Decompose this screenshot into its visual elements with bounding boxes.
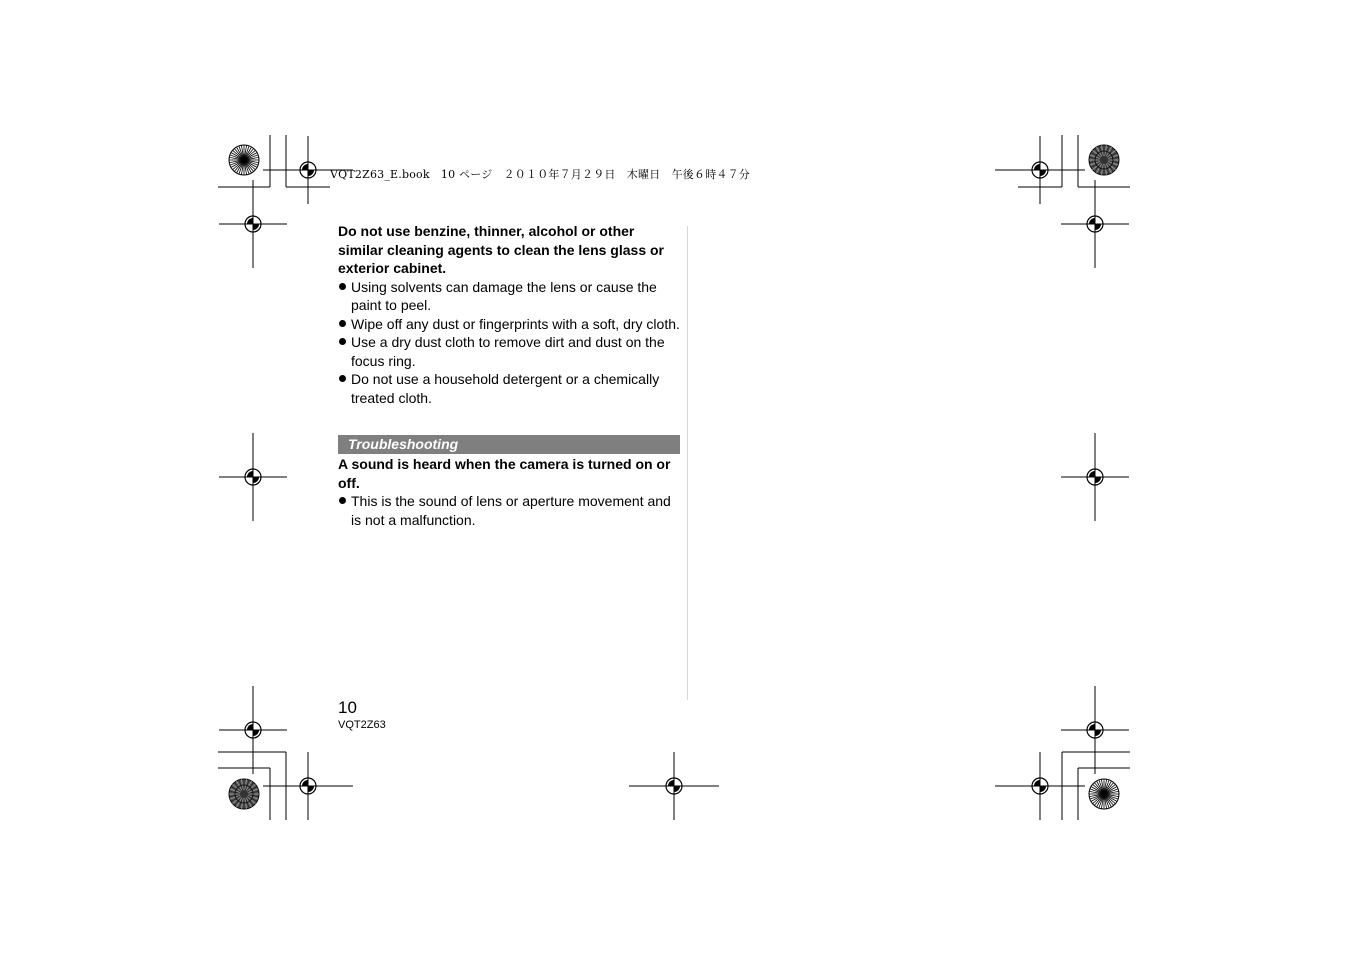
care-heading: Do not use benzine, thinner, alcohol or other similar cleaning agents to clean the lens glass or exterior cabinet. bbox=[338, 223, 664, 276]
registration-mark bbox=[263, 752, 353, 820]
main-column bbox=[338, 222, 680, 529]
registration-mark bbox=[1061, 180, 1129, 268]
troubleshooting-bullet: This is the sound of lens or aperture movement and is not a malfunction. bbox=[338, 492, 680, 529]
book-header-line: VQT2Z63_E.book 10 ページ ２０１０年７月２９日 木曜日 午後６時４７分 bbox=[330, 168, 750, 181]
registration-mark bbox=[219, 180, 287, 268]
document-code: VQT2Z63 bbox=[338, 719, 386, 731]
care-bullet: Using solvents can damage the lens or cause the paint to peel. bbox=[338, 278, 680, 315]
column-divider bbox=[687, 226, 688, 700]
care-bullet: Wipe off any dust or fingerprints with a soft, dry cloth. bbox=[338, 315, 680, 334]
color-target-mark bbox=[229, 779, 259, 809]
troubleshooting-bullet-list bbox=[338, 492, 680, 529]
registration-mark bbox=[1061, 686, 1129, 774]
registration-mark bbox=[219, 433, 287, 521]
color-target-mark bbox=[1089, 779, 1119, 809]
troubleshooting-question: A sound is heard when the camera is turned on or off. bbox=[338, 456, 671, 491]
registration-mark bbox=[219, 686, 287, 774]
care-bullet-list bbox=[338, 278, 680, 408]
color-target-mark bbox=[1089, 145, 1119, 175]
registration-mark bbox=[629, 752, 719, 820]
registration-mark bbox=[1061, 433, 1129, 521]
registration-mark bbox=[995, 752, 1085, 820]
troubleshooting-section-title: Troubleshooting bbox=[338, 435, 680, 454]
registration-mark bbox=[995, 136, 1085, 204]
color-target-mark bbox=[229, 145, 259, 175]
care-bullet: Use a dry dust cloth to remove dirt and dust on the focus ring. bbox=[338, 333, 680, 370]
care-bullet: Do not use a household detergent or a chemically treated cloth. bbox=[338, 370, 680, 407]
page-number: 10 bbox=[338, 698, 357, 717]
